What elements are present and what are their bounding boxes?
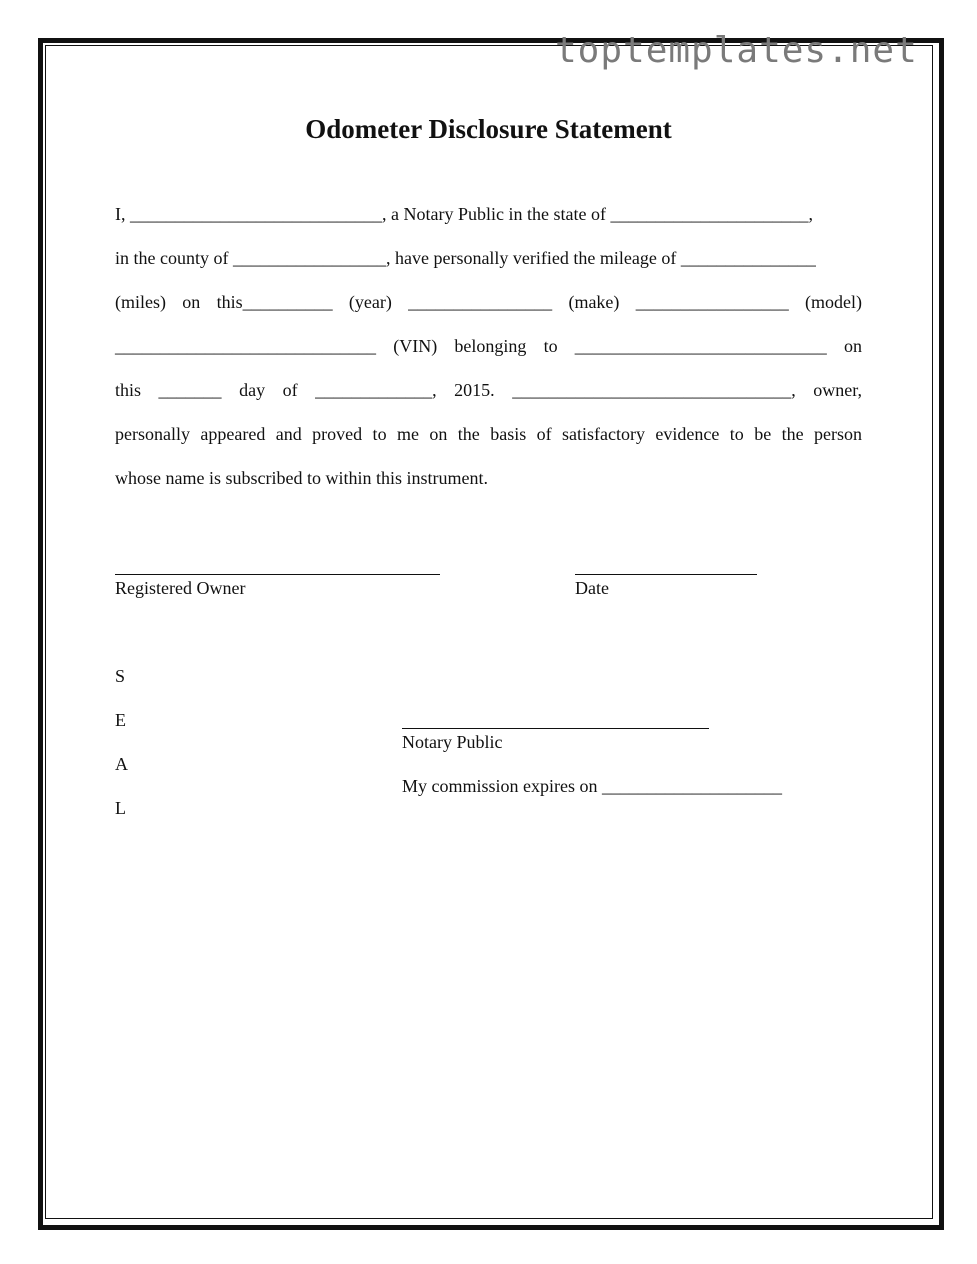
paragraph-line-1: I, ____________________________, a Notary Public in the state of ______________________, bbox=[115, 204, 813, 224]
seal-letter-s: S bbox=[115, 666, 126, 686]
paragraph-line-4: _____________________________ (VIN) belonging to ____________________________ on bbox=[115, 336, 862, 356]
paragraph-line-2: in the county of _________________, have personally verified the mileage of _______________ bbox=[115, 248, 816, 268]
commission-expires-text: My commission expires on ____________________ bbox=[402, 776, 782, 796]
notary-signature-line[interactable] bbox=[402, 728, 709, 729]
seal-letter-a: A bbox=[115, 754, 128, 774]
paragraph-line-7: whose name is subscribed to within this instrument. bbox=[115, 468, 488, 488]
watermark: toptemplates.net bbox=[555, 30, 918, 71]
paragraph-line-6: personally appeared and proved to me on the basis of satisfactory evidence to be the person bbox=[115, 424, 862, 444]
document-title: Odometer Disclosure Statement bbox=[305, 114, 672, 144]
paragraph-line-3: (miles) on this__________ (year) ________________ (make) _________________ (model) bbox=[115, 292, 862, 312]
date-label: Date bbox=[575, 578, 609, 598]
seal-letter-e: E bbox=[115, 710, 126, 730]
date-signature-line[interactable] bbox=[575, 574, 757, 575]
registered-owner-label: Registered Owner bbox=[115, 578, 246, 598]
seal-letter-l: L bbox=[115, 798, 126, 818]
paragraph-line-5: this _______ day of _____________, 2015. _______________________________, owner, bbox=[115, 380, 862, 400]
notary-public-label: Notary Public bbox=[402, 732, 503, 752]
registered-owner-signature-line[interactable] bbox=[115, 574, 440, 575]
